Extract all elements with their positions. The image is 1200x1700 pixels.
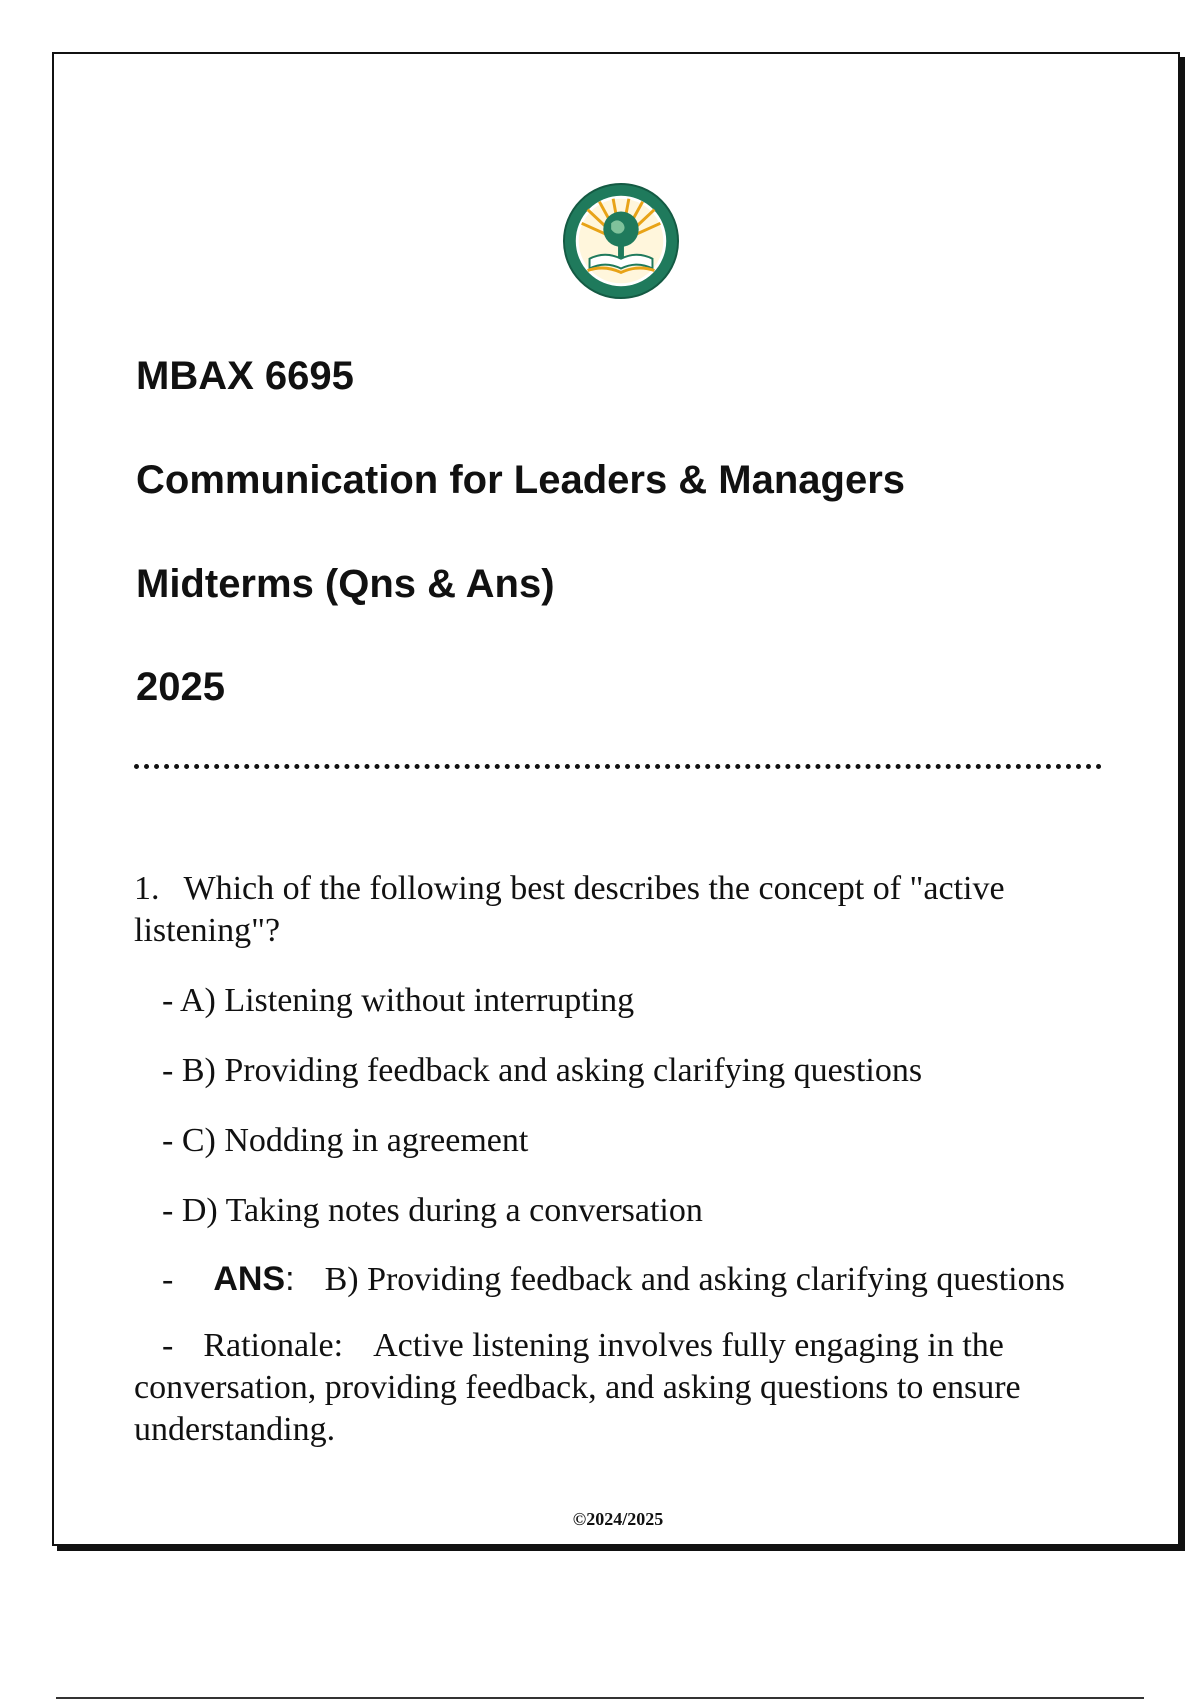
option-d: - D) Taking notes during a conversation xyxy=(162,1192,703,1229)
dotted-divider xyxy=(134,764,1102,769)
answer-label: ANS xyxy=(213,1260,286,1298)
answer-colon: : xyxy=(285,1260,295,1298)
exam-year: 2025 xyxy=(136,665,225,709)
course-title: Communication for Leaders & Managers xyxy=(136,458,906,502)
university-seal-icon xyxy=(562,182,680,300)
rationale-label: Rationale: xyxy=(203,1327,344,1364)
question-text xyxy=(134,868,1094,952)
rationale-dash: - xyxy=(162,1327,174,1364)
course-code: MBAX 6695 xyxy=(136,354,354,398)
answer-dash: - xyxy=(162,1261,174,1298)
rationale-text: Active listening involves fully engaging in the conversation, providing feedback, and asking questions to ensure understanding. xyxy=(134,1327,1021,1448)
question-block xyxy=(134,868,1094,1451)
question-stem: Which of the following best describes the concept of "active listening"? xyxy=(134,870,1005,949)
bottom-rule xyxy=(56,1697,1144,1699)
copyright-footer: ©2024/2025 xyxy=(572,1509,664,1529)
answer-line xyxy=(134,1258,1094,1301)
exam-title: Midterms (Qns & Ans) xyxy=(136,562,555,606)
rationale-line xyxy=(134,1325,1094,1451)
option-a: - A) Listening without interrupting xyxy=(162,982,635,1019)
option-c: - C) Nodding in agreement xyxy=(162,1122,529,1159)
answer-text: B) Providing feedback and asking clarifying questions xyxy=(324,1261,1065,1298)
option-b: - B) Providing feedback and asking clarifying questions xyxy=(162,1052,923,1089)
question-number: 1. xyxy=(134,870,160,907)
